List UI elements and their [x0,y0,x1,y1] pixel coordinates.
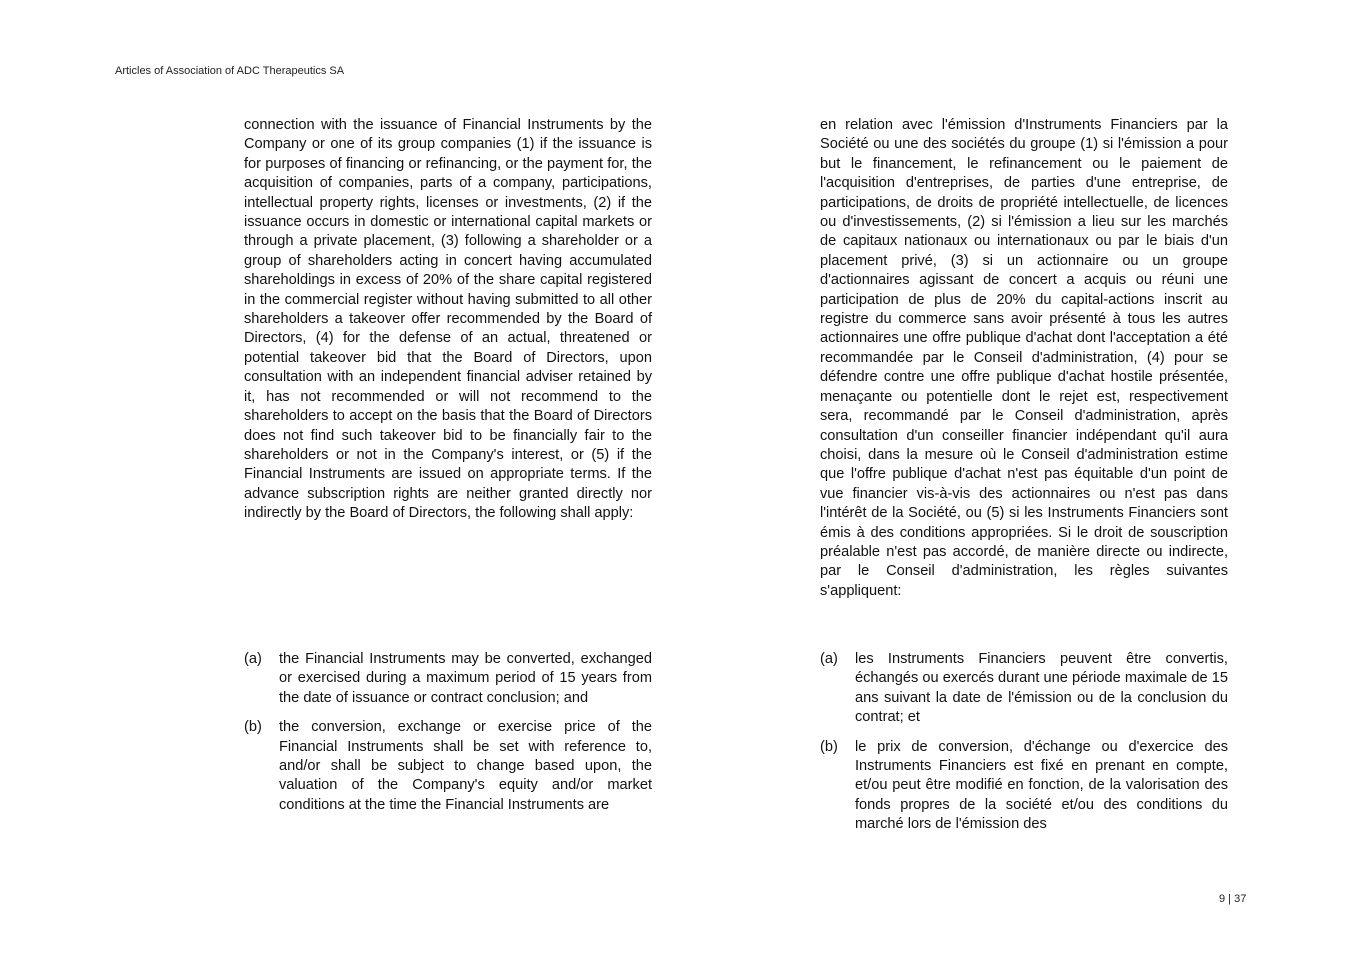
english-intro-paragraph: connection with the issuance of Financial Instruments by the Company or one of its group companies (1) if the issuance is for purposes of financing or refinancing, or the payment for, the acquisition of companies, parts of a company, participations, intellectual property rights, licenses or investments, (2) if the issuance occurs in domestic or international capital markets or through a private placement, (3) following a shareholder or a group of shareholders acting in concert having accumulated shareholdings in excess of 20% of the share capital registered in the commercial register without having submitted to all other shareholders a takeover offer recommended by the Board of Directors, (4) for the defense of an actual, threatened or potential takeover bid that the Board of Directors, upon consultation with an independent financial adviser retained by it, has not recommended or will not recommend to the shareholders to accept on the basis that the Board of Directors does not find such takeover bid to be financially fair to the shareholders or not in the Company's interest, or (5) if the Financial Instruments are issued on appropriate terms. If the advance subscription rights are neither granted directly nor indirectly by the Board of Directors, the following shall apply: [244,117,652,522]
document-header: Articles of Association of ADC Therapeutics SA [115,65,345,77]
list-item-text: the conversion, exchange or exercise price of the Financial Instruments shall be set with reference to, and/or shall be subject to change based upon, the valuation of the Company's equity and/or market conditions at the time the Financial Instruments are [279,719,652,813]
list-item-label: (b) [820,738,838,755]
list-item-text: le prix de conversion, d'échange ou d'exercice des Instruments Financiers est fixé en prenant en compte, et/ou peut être modifié en fonction, de la valorisation des fonds propres de la société et/ou des conditions du marché lors de l'émission des [855,738,1228,833]
list-item-label: (a) [244,651,262,667]
french-intro-paragraph: en relation avec l'émission d'Instruments Financiers par la Société ou une des sociétés du groupe (1) si l'émission a pour but le financement, le refinancement ou le paiement de l'acquisition d'entreprises, de parties d'une entreprise, de participations, de droits de propriété intellectuelle, de licences ou d'investissements, (2) si l'émission a lieu sur les marchés de capitaux nationaux ou internationaux ou par le biais d'un placement privé, (3) si un actionnaire ou un groupe d'actionnaires agissant de concert a acquis ou réuni une participation de plus de 20% du capital-actions inscrit au registre du commerce sans avoir présenté à tous les autres actionnaires une offre publique d'achat dont l'acceptation a été recommandée par le Conseil d'administration, (4) pour se défendre contre une offre publique d'achat hostile présentée, menaçante ou potentielle dont le rejet est, respectivement sera, recommandé par le Conseil d'administration, après consultation d'un conseiller financier indépendant qu'il aura choisi, dans la mesure où le Conseil d'administration estime que l'offre publique d'achat n'est pas équitable d'un point de vue financier vis-à-vis des actionnaires ou n'est pas dans l'intérêt de la Société, ou (5) si les Instruments Financiers sont émis à des conditions appropriées. Si le droit de souscription préalable n'est pas accordé, de manière directe ou indirecte, par le Conseil d'administration, les règles suivantes s'appliquent: [820,117,1228,599]
english-column [244,116,652,825]
page-number: 9 | 37 [1219,893,1247,905]
french-list-item-b [820,738,1228,835]
list-item-label: (b) [244,719,262,736]
french-column [820,116,1228,845]
list-item-text: the Financial Instruments may be converted, exchanged or exercised during a maximum period of 15 years from the date of issuance or contract conclusion; and [279,651,652,706]
list-item-text: les Instruments Financiers peuvent être convertis, échangés ou exercés durant une période maximale de 15 ans suivant la date de l'émission ou de la conclusion du contrat; et [855,651,1228,726]
list-item-label: (a) [820,651,838,667]
english-list-item-a [244,650,652,708]
english-list-item-b [244,718,652,815]
french-list-item-a [820,650,1228,728]
